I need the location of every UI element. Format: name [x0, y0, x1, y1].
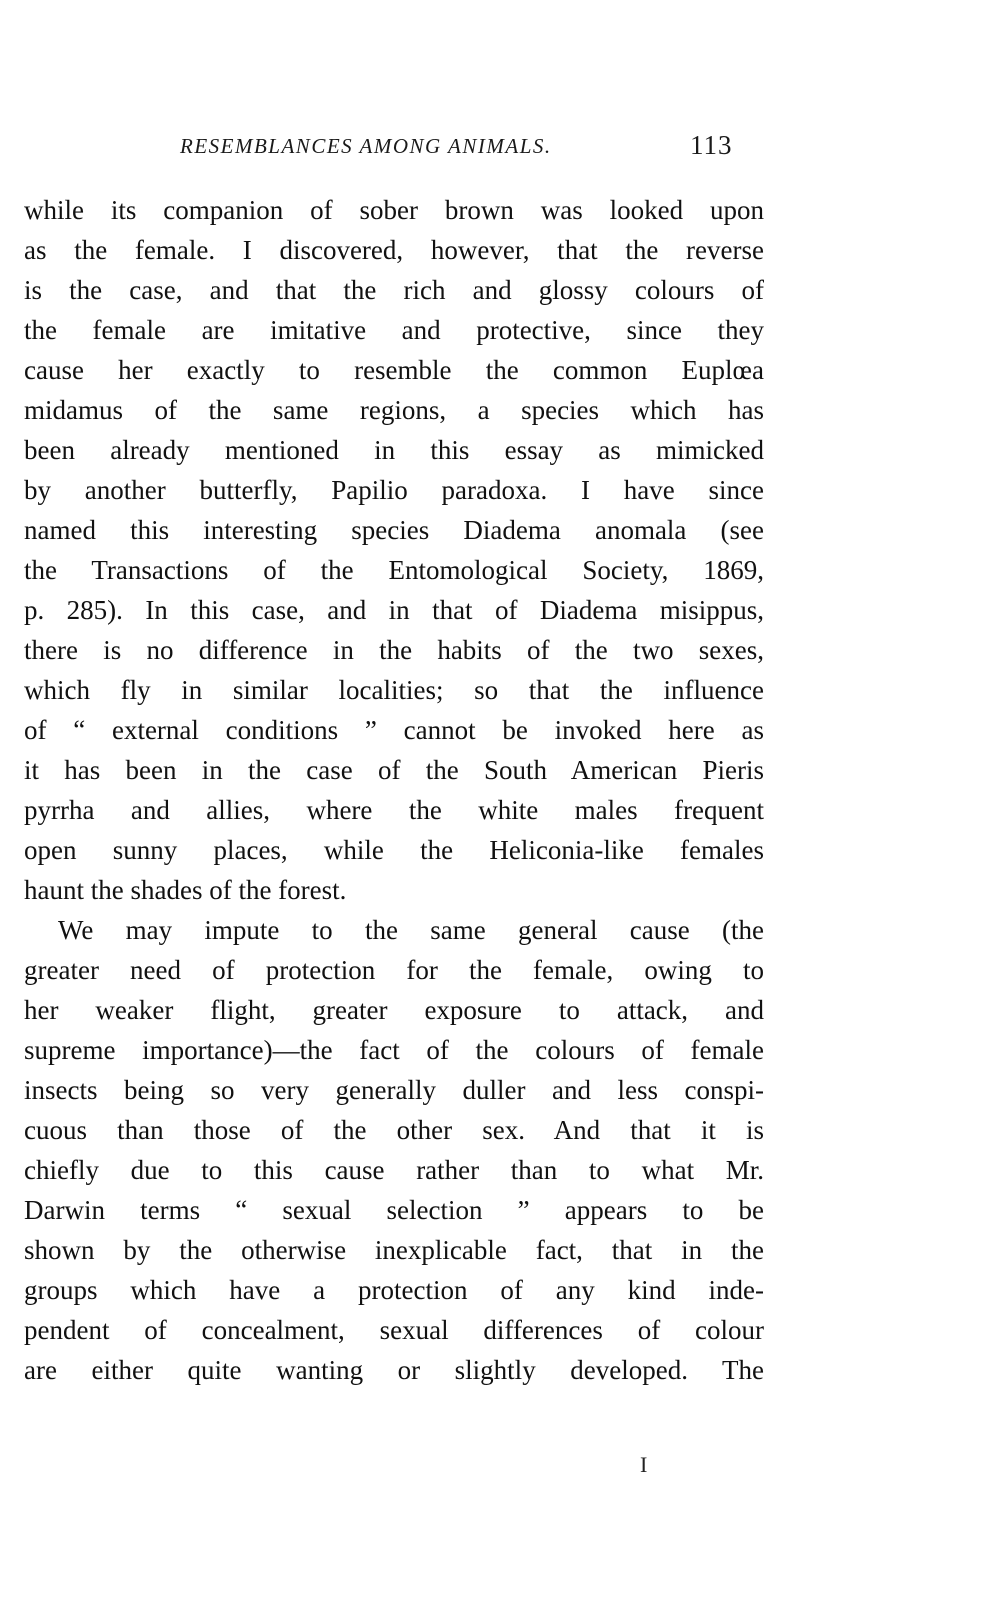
- text-line: pyrrha and allies, where the white males frequent: [24, 795, 764, 825]
- text-line: haunt the shades of the forest.: [24, 875, 347, 905]
- page-number: 113: [690, 130, 733, 160]
- text-line: which fly in similar localities; so that the influence: [24, 675, 764, 705]
- text-line: it has been in the case of the South American Pieris: [24, 755, 764, 785]
- text-line: We may impute to the same general cause (the: [58, 915, 764, 945]
- text-line: as the female. I discovered, however, that the reverse: [24, 235, 764, 265]
- text-line: the Transactions of the Entomological Society, 1869,: [24, 555, 764, 585]
- text-line: named this interesting species Diadema anomala (see: [24, 515, 764, 545]
- text-line: there is no difference in the habits of the two sexes,: [24, 635, 764, 665]
- text-line: is the case, and that the rich and glossy colours of: [24, 275, 764, 305]
- text-line: midamus of the same regions, a species which has: [24, 395, 764, 425]
- signature-mark: I: [640, 1452, 648, 1477]
- paragraph-1: [24, 190, 764, 910]
- body-text: [24, 190, 764, 1390]
- text-line: cause her exactly to resemble the common Euplœa: [24, 355, 764, 385]
- text-line: greater need of protection for the female, owing to: [24, 955, 764, 985]
- paragraph-2: [24, 910, 764, 1390]
- text-line: the female are imitative and protective, since they: [24, 315, 764, 345]
- text-line: by another butterfly, Papilio paradoxa. I have since: [24, 475, 764, 505]
- text-line: are either quite wanting or slightly developed. The: [24, 1355, 764, 1385]
- text-line: of “ external conditions ” cannot be invoked here as: [24, 715, 764, 745]
- text-line: chiefly due to this cause rather than to what Mr.: [24, 1155, 764, 1185]
- text-line: Darwin terms “ sexual selection ” appears to be: [24, 1195, 764, 1225]
- text-line: while its companion of sober brown was looked upon: [24, 195, 764, 225]
- text-line: p. 285). In this case, and in that of Diadema misippus,: [24, 595, 764, 625]
- text-line: groups which have a protection of any kind inde-: [24, 1275, 764, 1305]
- text-line: shown by the otherwise inexplicable fact, that in the: [24, 1235, 764, 1265]
- text-line: cuous than those of the other sex. And that it is: [24, 1115, 764, 1145]
- text-line: supreme importance)—the fact of the colours of female: [24, 1035, 764, 1065]
- text-line: her weaker flight, greater exposure to attack, and: [24, 995, 764, 1025]
- text-line: insects being so very generally duller and less conspi-: [24, 1075, 764, 1105]
- running-head-title: RESEMBLANCES AMONG ANIMALS.: [180, 134, 552, 158]
- text-line: been already mentioned in this essay as mimicked: [24, 435, 764, 465]
- text-line: open sunny places, while the Heliconia-like females: [24, 835, 764, 865]
- text-line: pendent of concealment, sexual differences of colour: [24, 1315, 764, 1345]
